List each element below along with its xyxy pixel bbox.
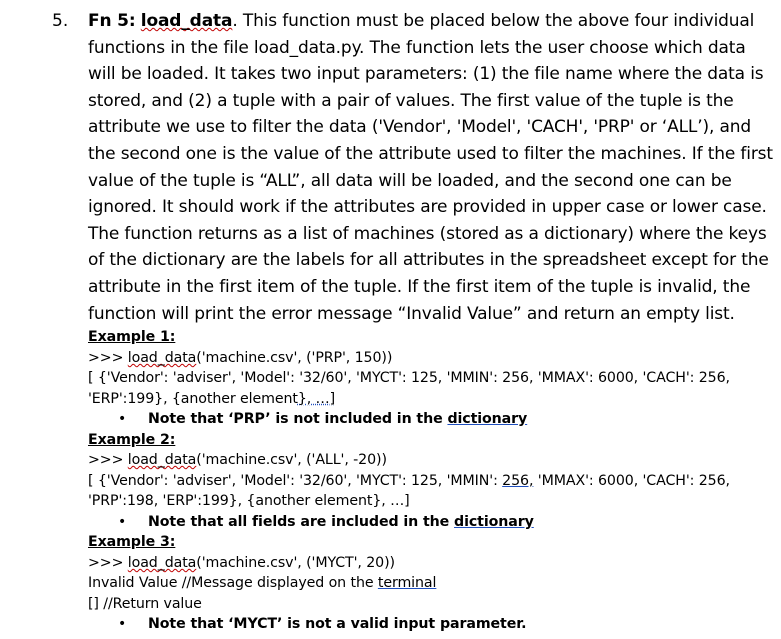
example-1-call: [88, 348, 392, 369]
result-value: 256,: [502, 473, 534, 489]
description-text: . This function must be placed below the above four individual functions in the file load_data.py. The function lets the user choose which data will be loaded. It takes two input parameters: (1) the file name where the data is stored, and (2) a tuple with a pair of values. The first value of the tuple is the attribute we use to filter the data ('Vendor', 'Model', 'CACH', 'PRP' or ‘ALL’), and the second one is the value of the attribute used to filter the machines. If the first value of the tuple is “ALL”, all data will be loaded, and the second one can be ignored. It should work if the attributes are provided in upper case or lower case. The function returns as a list of machines (stored as a dictionary) where the keys of the dictionary are the labels for all attributes in the spreadsheet except for the attribute in the first item of the tuple. If the first item of the tuple is invalid, the function will print the error message “Invalid Value” and return an empty list.: [88, 11, 773, 324]
prompt: >>>: [88, 350, 128, 366]
bullet-icon: •: [118, 616, 127, 632]
note-word: dictionary: [454, 514, 534, 530]
example-3-heading: Example 3:: [88, 534, 176, 550]
fn-label: Fn 5:: [88, 11, 136, 31]
example-2-result-line-1: [88, 471, 730, 492]
example-2-result-line-2: 'PRP':198, 'ERP':199}, {another element}, …]: [88, 493, 410, 509]
output-text: Invalid Value //Message displayed on the: [88, 575, 378, 591]
example-1-heading: Example 1:: [88, 329, 176, 345]
example-3-note: Note that ‘MYCT’ is not a valid input parameter.: [148, 616, 527, 632]
fn-name: load_data: [140, 11, 233, 31]
item-number: 5.: [52, 11, 69, 31]
output-word: terminal: [377, 575, 437, 591]
result-text-tail: 'MMAX': 6000, 'CACH': 256,: [533, 473, 730, 489]
example-3-return: [] //Return value: [88, 596, 202, 612]
example-2-note: [148, 512, 534, 533]
prompt: >>>: [88, 555, 128, 571]
result-text: 'ERP':199}, {another element: [88, 391, 298, 407]
function-description: [88, 8, 776, 327]
example-2-heading: Example 2:: [88, 432, 176, 448]
example-1-note: [148, 409, 527, 430]
example-3-output: [88, 573, 436, 594]
note-word: dictionary: [447, 411, 528, 427]
call-args: ('machine.csv', ('MYCT', 20)): [196, 555, 395, 571]
note-text: Note that all fields are included in the: [148, 514, 455, 530]
call-args: ('machine.csv', ('PRP', 150)): [196, 350, 393, 366]
example-3-call: [88, 553, 395, 574]
call-name: load_data: [127, 555, 197, 571]
example-2-call: [88, 450, 387, 471]
call-name: load_data: [127, 452, 197, 468]
result-text: [ {'Vendor': 'adviser', 'Model': '32/60', 'MYCT': 125, 'MMIN':: [88, 473, 503, 489]
result-tail: }, …]: [297, 391, 336, 407]
example-1-result-line-2: [88, 389, 335, 410]
call-args: ('machine.csv', ('ALL', -20)): [196, 452, 387, 468]
note-text: Note that ‘PRP’ is not included in the: [148, 411, 448, 427]
bullet-icon: •: [118, 514, 127, 530]
prompt: >>>: [88, 452, 128, 468]
bullet-icon: •: [118, 411, 127, 427]
call-name: load_data: [127, 350, 197, 366]
example-1-result-line-1: [ {'Vendor': 'adviser', 'Model': '32/60', 'MYCT': 125, 'MMIN': 256, 'MMAX': 6000, 'CACH': 256,: [88, 370, 730, 386]
